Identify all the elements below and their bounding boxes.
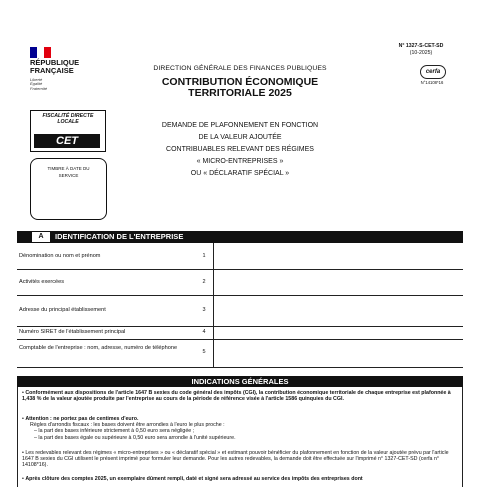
row-label: Adresse du principal établissement bbox=[19, 307, 106, 313]
list-item: • Après clôture des comptes 2025, un exemplaire dûment rempli, daté et signé sera adressé au service des impôts des entreprises dont bbox=[22, 476, 363, 482]
form-row bbox=[17, 296, 463, 327]
section-a-header bbox=[17, 231, 463, 243]
row-number: 2 bbox=[202, 279, 206, 285]
activites-field[interactable] bbox=[213, 270, 463, 295]
fiscalite-box: FISCALITÉ DIRECTE LOCALE CET bbox=[30, 110, 106, 152]
french-flag-icon bbox=[30, 45, 52, 56]
motto: Liberté Égalité Fraternité bbox=[30, 77, 48, 91]
siret-field[interactable] bbox=[213, 327, 463, 339]
section-title: IDENTIFICATION DE L'ENTREPRISE bbox=[55, 232, 184, 241]
indications-body bbox=[17, 387, 463, 487]
list-item: • Attention : ne portez pas de centimes d'euro. Règles d'arrondis fiscaux : les bases doivent être arrondies à l'euro le plus proche : – la part des bases inférieure strictement à 0,50 euro sera négligée ; – la part des bases égale ou supérieure à 0,50 euro sera arrondie à l'unité supérieure. bbox=[22, 416, 236, 441]
republique-francaise-logo: RÉPUBLIQUE FRANÇAISE bbox=[30, 58, 80, 75]
row-number: 1 bbox=[202, 253, 206, 259]
cerfa-logo: cerfa bbox=[420, 65, 446, 79]
row-number: 3 bbox=[202, 307, 206, 313]
row-label: Activités exercées bbox=[19, 279, 65, 285]
adresse-field[interactable] bbox=[213, 296, 463, 326]
list-item: • Les redevables relevant des régimes « micro-entreprises » ou « déclaratif spécial » et estimant pouvoir bénéficier du plafonnement en fonction de la valeur ajoutée prévu par l'article 1647 B sexies du CGI utilisent le présent imprimé pour formuler leur demande. Pour les autres redevables, la demande doit être effectuée sur l'imprimé n° 1327-CET-SD (cerfa n° 14108*16). bbox=[22, 450, 449, 469]
list-item: • Conformément aux dispositions de l'article 1647 B sexies du code général des impôts (CGI), la contribution économique territoriale de chaque entreprise est plafonnée à 1,438 % de la valeur ajoutée produite par l'entreprise au cours de la période de référence visée à l'article 1586 quinquies du CGI. bbox=[22, 390, 451, 403]
page-title: CONTRIBUTION ÉCONOMIQUE TERRITORIALE 2025 bbox=[161, 76, 319, 99]
row-label: Dénomination ou nom et prénom bbox=[19, 253, 101, 259]
form-number: N° 1327-S-CET-SD (10-2025) bbox=[398, 43, 444, 56]
form-row bbox=[17, 340, 463, 368]
cerfa-number: N°14108*16 bbox=[420, 80, 444, 85]
form-subtitle: DEMANDE DE PLAFONNEMENT EN FONCTION DE LA VALEUR AJOUTÉE CONTRIBUABLES RELEVANT DES RÉGIMES « MICRO-ENTREPRISES » OU « DÉCLARATIF SPÉCIAL » bbox=[161, 122, 319, 177]
section-letter: A bbox=[32, 232, 50, 242]
row-label: Numéro SIRET de l'établissement principal bbox=[19, 329, 126, 335]
cet-label: CET bbox=[34, 134, 100, 148]
form-row bbox=[17, 270, 463, 296]
direction-name: DIRECTION GÉNÉRALE DES FINANCES PUBLIQUES bbox=[153, 65, 327, 72]
denomination-field[interactable] bbox=[213, 243, 463, 269]
row-number: 4 bbox=[202, 329, 206, 335]
stamp-box: TIMBRE À DATE DU SERVICE bbox=[30, 158, 107, 220]
form-row bbox=[17, 327, 463, 340]
comptable-field[interactable] bbox=[213, 340, 463, 367]
form-row bbox=[17, 243, 463, 270]
indications-header: INDICATIONS GÉNÉRALES bbox=[17, 376, 463, 387]
row-label: Comptable de l'entreprise : nom, adresse, numéro de téléphone bbox=[19, 345, 178, 351]
row-number: 5 bbox=[202, 349, 206, 355]
